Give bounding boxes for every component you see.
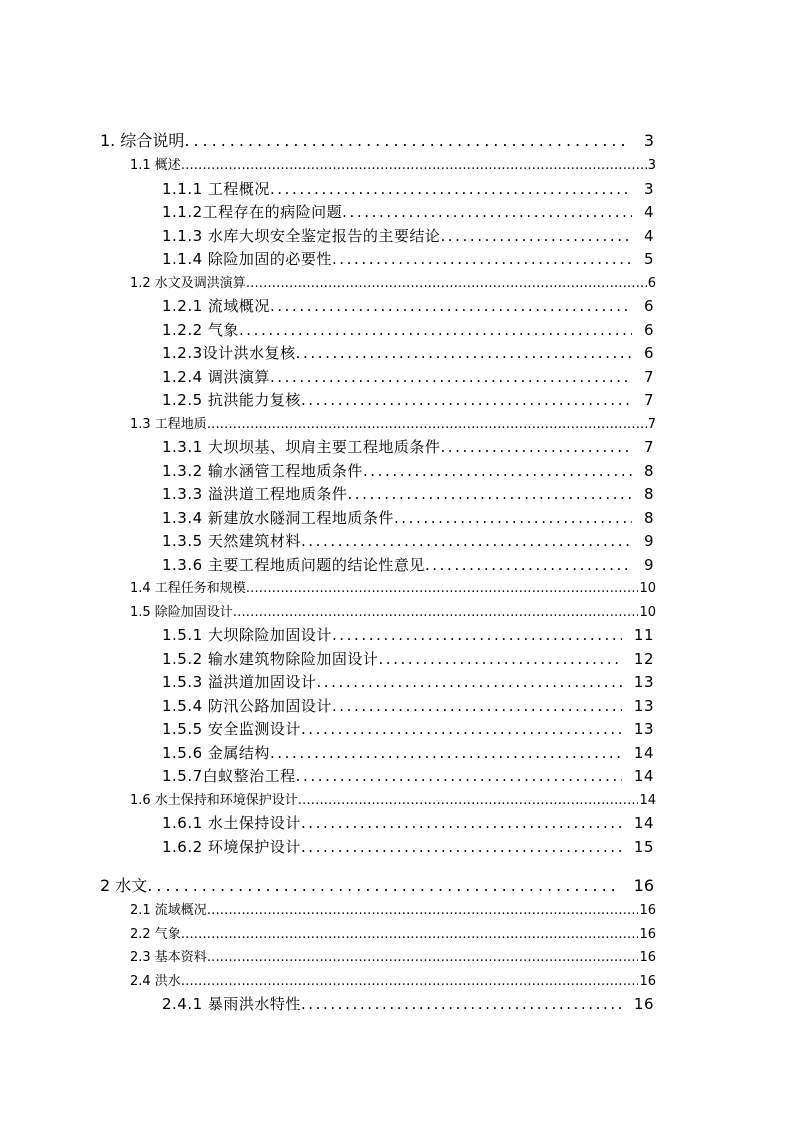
table-of-contents (96, 128, 656, 1017)
toc-entry-title: 2.2 气象 (130, 926, 181, 942)
toc-entry-level-2[interactable] (96, 789, 656, 813)
toc-entry-title: 1.5.2 输水建筑物除险加固设计 (162, 649, 379, 668)
toc-entry-level-3[interactable] (96, 483, 656, 507)
dot-leader (207, 946, 639, 970)
dot-leader (301, 718, 622, 742)
toc-entry-level-3[interactable] (96, 460, 656, 484)
dot-leader (316, 671, 621, 695)
toc-entry-page-number: 9 (643, 555, 654, 574)
toc-entry-title: 1.1.1 工程概况 (162, 179, 270, 198)
toc-entry-level-3[interactable] (96, 436, 656, 460)
dot-leader (246, 577, 639, 601)
toc-entry-page-number: 6 (643, 297, 654, 315)
toc-entry-title: 1.2.2 气象 (162, 320, 239, 339)
toc-entry-page-number: 16 (639, 903, 656, 918)
toc-entry-page-number: 14 (633, 767, 654, 785)
toc-entry-title: 2.4.1 暴雨洪水特性 (162, 995, 301, 1013)
dot-leader (440, 436, 632, 460)
toc-entry-title: 2.3 基本资料 (130, 950, 207, 965)
dot-leader (301, 993, 622, 1017)
dot-leader (301, 530, 632, 554)
toc-entry-page-number: 16 (633, 995, 654, 1013)
toc-entry-level-3[interactable] (96, 836, 656, 860)
dot-leader (181, 154, 647, 178)
toc-entry-title: 1.5 除险加固设计 (130, 604, 233, 620)
toc-entry-page-number: 9 (643, 532, 654, 550)
toc-entry-title: 1.3.6 主要工程地质问题的结论性意见 (162, 555, 425, 574)
toc-entry-title: 1.6 水土保持和环境保护设计 (130, 792, 298, 808)
toc-entry-level-3[interactable] (96, 201, 656, 225)
toc-entry-title: 1.3.2 输水涵管工程地质条件 (162, 461, 363, 480)
dot-leader (394, 507, 632, 531)
toc-entry-level-2[interactable] (96, 899, 656, 923)
toc-entry-level-3[interactable] (96, 225, 656, 249)
toc-entry-page-number: 5 (643, 250, 654, 268)
dot-leader (207, 413, 647, 437)
toc-entry-level-2[interactable] (96, 601, 656, 625)
toc-entry-title: 1.3.5 天然建筑材料 (162, 532, 301, 550)
dot-leader (440, 225, 632, 249)
toc-entry-level-3[interactable] (96, 671, 656, 695)
toc-entry-level-3[interactable] (96, 765, 656, 789)
toc-entry-page-number: 10 (639, 581, 656, 596)
dot-leader (347, 483, 632, 507)
dot-leader (342, 201, 632, 225)
toc-entry-title: 1.3.4 新建放水隧洞工程地质条件 (162, 508, 394, 527)
toc-entry-title: 1.2 水文及调洪演算 (130, 275, 246, 291)
dot-leader (298, 789, 639, 813)
dot-leader (270, 295, 632, 319)
toc-entry-page-number: 13 (633, 696, 654, 715)
toc-entry-level-3[interactable] (96, 812, 656, 836)
dot-leader (184, 128, 629, 154)
toc-entry-title: 1.5.1 大坝除险加固设计 (162, 626, 332, 644)
toc-entry-page-number: 14 (633, 814, 654, 832)
dot-leader (270, 742, 622, 766)
toc-entry-page-number: 6 (643, 320, 654, 339)
toc-entry-title: 1.5.4 防汛公路加固设计 (162, 696, 332, 715)
toc-entry-page-number: 14 (639, 792, 656, 808)
toc-entry-title: 1.1.3 水库大坝安全鉴定报告的主要结论 (162, 226, 441, 245)
toc-entry-page-number: 8 (643, 461, 654, 480)
toc-entry-page-number: 13 (633, 673, 654, 691)
toc-entry-title: 1.1.2工程存在的病险问题 (162, 203, 343, 221)
toc-entry-title: 1.2.5 抗洪能力复核 (162, 391, 301, 409)
toc-entry-page-number: 3 (643, 131, 654, 150)
dot-leader (246, 272, 647, 296)
toc-entry-level-2[interactable] (96, 154, 656, 178)
toc-entry-title: 1.5.5 安全监测设计 (162, 720, 301, 738)
toc-entry-title: 1.2.3设计洪水复核 (162, 344, 296, 362)
toc-entry-title: 1.5.3 溢洪道加固设计 (162, 673, 317, 691)
toc-entry-page-number: 16 (639, 926, 656, 942)
dot-leader (332, 248, 632, 272)
dot-leader (301, 812, 622, 836)
toc-entry-page-number: 10 (639, 604, 656, 620)
toc-entry-title: 1.1 概述 (130, 158, 181, 173)
toc-entry-level-3[interactable] (96, 178, 656, 202)
toc-entry-title: 1.3 工程地质 (130, 416, 207, 432)
dot-leader (207, 899, 639, 923)
toc-entry-level-3[interactable] (96, 366, 656, 390)
toc-entry-page-number: 16 (639, 973, 656, 989)
toc-entry-level-2[interactable] (96, 413, 656, 437)
toc-entry-page-number: 15 (633, 837, 654, 856)
dot-leader (296, 342, 632, 366)
toc-entry-level-3[interactable] (96, 342, 656, 366)
toc-entry-title: 2.4 洪水 (130, 973, 181, 989)
toc-entry-page-number: 3 (643, 179, 654, 198)
toc-entry-title: 2 水文 (100, 876, 148, 895)
dot-leader (181, 923, 639, 947)
toc-entry-level-3[interactable] (96, 389, 656, 413)
toc-entry-level-2[interactable] (96, 272, 656, 296)
toc-entry-level-3[interactable] (96, 624, 656, 648)
toc-entry-page-number: 11 (633, 626, 654, 644)
toc-entry-page-number: 16 (633, 876, 654, 895)
toc-entry-title: 1. 综合说明 (100, 131, 185, 150)
toc-entry-page-number: 12 (633, 649, 654, 668)
dot-leader (332, 624, 622, 648)
toc-entry-level-1[interactable] (96, 873, 656, 899)
dot-leader (378, 648, 621, 672)
dot-leader (332, 695, 622, 719)
toc-entry-title: 1.5.6 金属结构 (162, 743, 270, 762)
toc-entry-page-number: 7 (643, 438, 654, 456)
dot-leader (425, 554, 632, 578)
toc-entry-page-number: 6 (643, 344, 654, 362)
toc-entry-title: 1.3.1 大坝坝基、坝肩主要工程地质条件 (162, 438, 441, 456)
dot-leader (181, 970, 639, 994)
toc-entry-title: 1.2.1 流域概况 (162, 297, 270, 315)
toc-entry-level-2[interactable] (96, 577, 656, 601)
toc-entry-title: 1.6.2 环境保护设计 (162, 837, 301, 856)
toc-entry-level-2[interactable] (96, 970, 656, 994)
toc-entry-page-number: 13 (633, 720, 654, 738)
dot-leader (270, 178, 632, 202)
toc-entry-title: 1.1.4 除险加固的必要性 (162, 250, 332, 268)
toc-entry-page-number: 16 (639, 950, 656, 965)
toc-entry-level-3[interactable] (96, 648, 656, 672)
toc-entry-title: 1.3.3 溢洪道工程地质条件 (162, 485, 348, 503)
toc-entry-title: 2.1 流域概况 (130, 903, 207, 918)
toc-entry-page-number: 7 (647, 416, 656, 432)
toc-entry-level-3[interactable] (96, 507, 656, 531)
dot-leader (296, 765, 622, 789)
toc-entry-level-3[interactable] (96, 319, 656, 343)
toc-entry-page-number: 4 (643, 203, 654, 221)
toc-entry-level-3[interactable] (96, 554, 656, 578)
dot-leader (147, 873, 619, 899)
section-gap (96, 859, 656, 873)
toc-entry-level-3[interactable] (96, 248, 656, 272)
toc-entry-title: 1.2.4 调洪演算 (162, 367, 270, 386)
toc-entry-level-3[interactable] (96, 530, 656, 554)
dot-leader (301, 836, 622, 860)
toc-entry-title: 1.5.7白蚁整治工程 (162, 767, 296, 785)
dot-leader (301, 389, 632, 413)
dot-leader (233, 601, 639, 625)
toc-entry-level-3[interactable] (96, 295, 656, 319)
toc-entry-page-number: 7 (643, 391, 654, 409)
toc-entry-title: 1.4 工程任务和规模 (130, 581, 246, 596)
toc-entry-page-number: 8 (643, 485, 654, 503)
dot-leader (239, 319, 632, 343)
toc-entry-level-2[interactable] (96, 923, 656, 947)
toc-entry-page-number: 8 (643, 508, 654, 527)
toc-entry-page-number: 3 (647, 158, 656, 173)
toc-entry-page-number: 14 (633, 743, 654, 762)
toc-entry-page-number: 4 (643, 226, 654, 245)
toc-entry-title: 1.6.1 水土保持设计 (162, 814, 301, 832)
toc-entry-level-3[interactable] (96, 718, 656, 742)
toc-entry-page-number: 7 (643, 367, 654, 386)
dot-leader (270, 366, 632, 390)
toc-entry-level-2[interactable] (96, 946, 656, 970)
toc-entry-level-1[interactable] (96, 128, 656, 154)
toc-entry-level-3[interactable] (96, 993, 656, 1017)
toc-entry-page-number: 6 (647, 275, 656, 291)
toc-entry-level-3[interactable] (96, 695, 656, 719)
dot-leader (363, 460, 632, 484)
toc-entry-level-3[interactable] (96, 742, 656, 766)
